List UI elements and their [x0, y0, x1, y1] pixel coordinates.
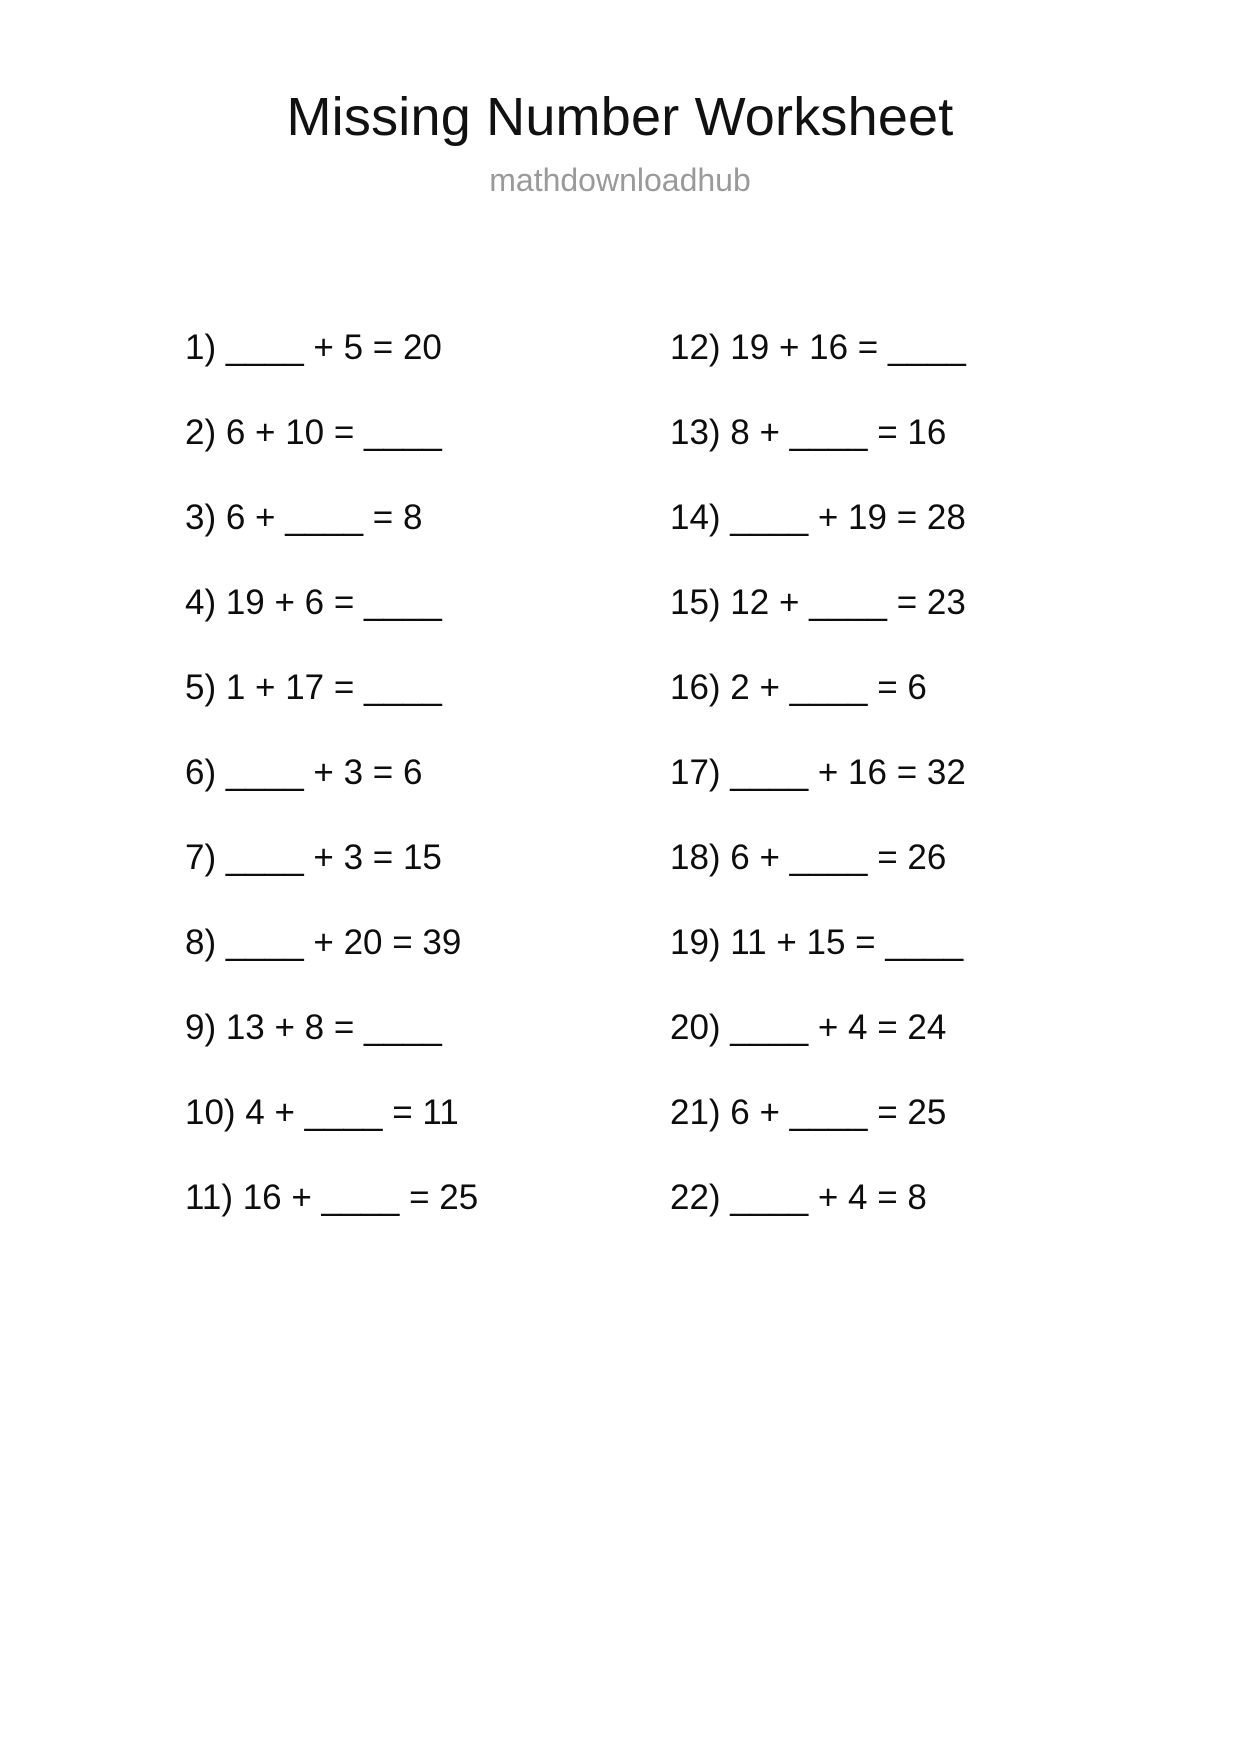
- problem-item: 15) 12 + ____ = 23: [670, 583, 966, 622]
- problem-item: 10) 4 + ____ = 11: [185, 1093, 459, 1132]
- page-subtitle: mathdownloadhub: [489, 162, 751, 198]
- problem-item: 6) ____ + 3 = 6: [185, 753, 423, 792]
- problem-item: 13) 8 + ____ = 16: [670, 413, 947, 452]
- problem-item: 19) 11 + 15 = ____: [670, 923, 964, 962]
- problem-item: 20) ____ + 4 = 24: [670, 1008, 947, 1047]
- left-column: [185, 330, 625, 1265]
- problem-item: 21) 6 + ____ = 25: [670, 1093, 947, 1132]
- problem-item: 17) ____ + 16 = 32: [670, 753, 966, 792]
- problem-item: 9) 13 + 8 = ____: [185, 1008, 442, 1047]
- right-column: [625, 330, 1085, 1265]
- problem-item: 18) 6 + ____ = 26: [670, 838, 947, 877]
- problem-item: 5) 1 + 17 = ____: [185, 668, 442, 707]
- problem-item: 7) ____ + 3 = 15: [185, 838, 442, 877]
- problem-item: 3) 6 + ____ = 8: [185, 498, 423, 537]
- problem-item: 11) 16 + ____ = 25: [185, 1178, 479, 1217]
- problem-item: 8) ____ + 20 = 39: [185, 923, 462, 962]
- page-title: Missing Number Worksheet: [286, 87, 954, 147]
- problem-item: 1) ____ + 5 = 20: [185, 328, 442, 367]
- problems-container: [0, 330, 1240, 1265]
- problem-item: 12) 19 + 16 = ____: [670, 328, 966, 367]
- problem-item: 2) 6 + 10 = ____: [185, 413, 442, 452]
- problem-item: 4) 19 + 6 = ____: [185, 583, 442, 622]
- problem-item: 22) ____ + 4 = 8: [670, 1178, 927, 1217]
- problem-item: 16) 2 + ____ = 6: [670, 668, 927, 707]
- problem-item: 14) ____ + 19 = 28: [670, 498, 966, 537]
